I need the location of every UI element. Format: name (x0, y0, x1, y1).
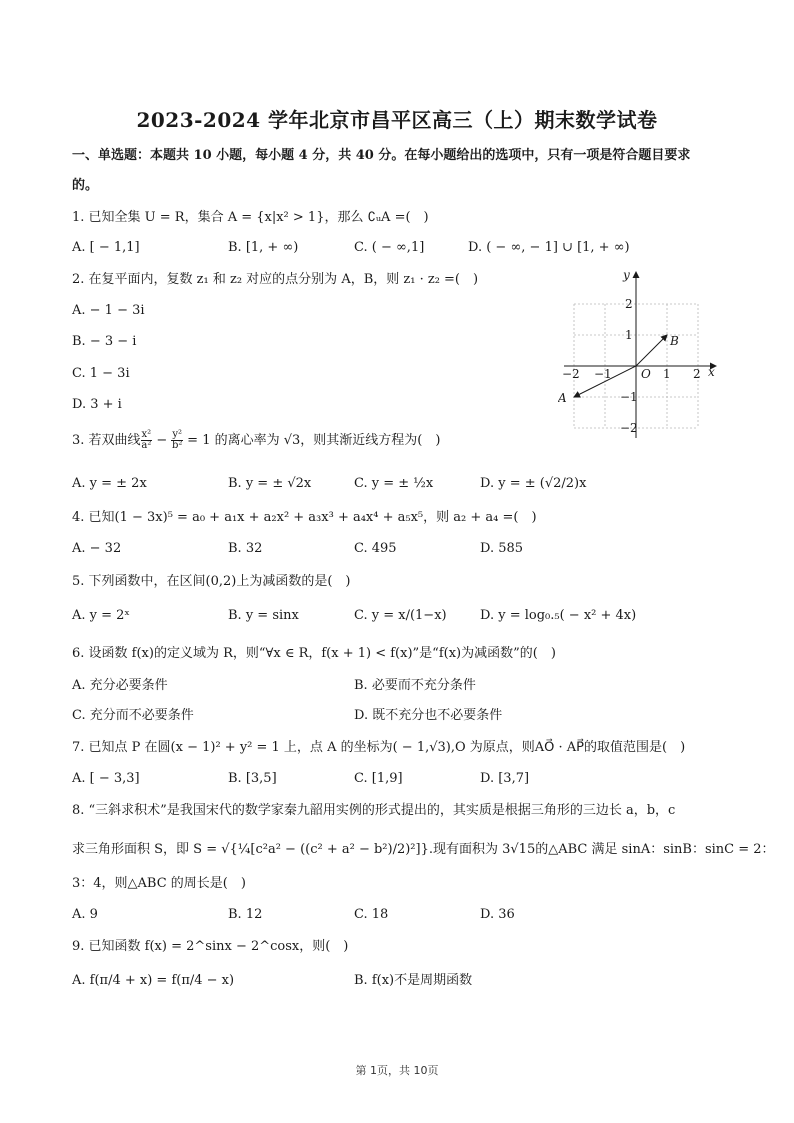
q3-frac2-num: y² (172, 429, 183, 440)
q5-stem: 5. 下列函数中，在区间(0,2)上为减函数的是( ) (72, 574, 351, 589)
q5-option-b: B. y = sinx (228, 608, 299, 623)
q4-option-b: B. 32 (228, 541, 263, 556)
q3-option-c: C. y = ± ½x (354, 476, 434, 491)
q8-option-b: B. 12 (228, 907, 263, 922)
x-tick-2: 2 (693, 367, 701, 381)
q8-option-a: A. 9 (72, 907, 98, 922)
q1-option-a: A. [ − 1,1] (72, 240, 140, 255)
y-tick-1: 1 (625, 328, 633, 342)
q1-option-b: B. [1, + ∞) (228, 240, 299, 255)
q7-stem: 7. 已知点 P 在圆(x − 1)² + y² = 1 上，点 A 的坐标为( − 1,√3),O 为原点，则AO⃗ · AP⃗的取值范围是( ) (72, 740, 686, 755)
q2-option-b: B. − 3 − i (72, 334, 137, 349)
q3-option-a: A. y = ± 2x (72, 476, 147, 491)
q8-option-c: C. 18 (354, 907, 389, 922)
q6-option-c: C. 充分而不必要条件 (72, 708, 194, 723)
q3-stem-post: = 1 的离心率为 √3，则其渐近线方程为( ) (183, 433, 441, 448)
q9-option-a: A. f(π/4 + x) = f(π/4 − x) (72, 973, 235, 988)
x-axis-label: x (708, 365, 715, 379)
y-tick--1: −1 (620, 390, 638, 404)
q2-option-c: C. 1 − 3i (72, 366, 130, 381)
q7-option-a: A. [ − 3,3] (72, 771, 140, 786)
q6-option-a: A. 充分必要条件 (72, 678, 168, 693)
q4-option-d: D. 585 (480, 541, 524, 556)
q6-option-b: B. 必要而不充分条件 (354, 678, 476, 693)
q8-option-d: D. 36 (480, 907, 515, 922)
x-tick--1: −1 (594, 367, 612, 381)
section-heading-line1: 一、单选题：本题共 10 小题，每小题 4 分，共 40 分。在每小题给出的选项中，只有一项是符合题目要求 (72, 148, 691, 163)
page-title: 2023-2024 学年北京市昌平区高三（上）期末数学试卷 (136, 108, 658, 132)
q3-fraction-y (171, 430, 183, 451)
q7-option-d: D. [3,7] (480, 771, 530, 786)
section-heading-line2: 的。 (72, 178, 99, 193)
q1-stem: 1. 已知全集 U = R，集合 A = {x|x² > 1}，那么 ∁ᵤA =( ) (72, 210, 429, 225)
q5-option-d: D. y = log₀.₅( − x² + 4x) (480, 608, 637, 623)
q1-option-d: D. ( − ∞, − 1] ∪ [1, + ∞) (468, 240, 630, 255)
q5-option-a: A. y = 2ˣ (72, 608, 130, 623)
point-a-label: A (558, 391, 567, 405)
q4-option-a: A. − 32 (72, 541, 122, 556)
q3-frac1-den: a² (141, 440, 152, 451)
q9-option-b: B. f(x)不是周期函数 (354, 973, 473, 988)
q2-stem: 2. 在复平面内，复数 z₁ 和 z₂ 对应的点分别为 A，B，则 z₁ · z₂ =( ) (72, 272, 479, 287)
q4-option-c: C. 495 (354, 541, 397, 556)
q6-option-d: D. 既不充分也不必要条件 (354, 708, 503, 723)
x-tick-1: 1 (663, 367, 671, 381)
x-tick--2: −2 (562, 367, 580, 381)
page-footer: 第 1页，共 10页 (355, 1064, 439, 1077)
origin-label: O (641, 367, 651, 381)
q8-line1: 8. “三斜求积术”是我国宋代的数学家秦九韶用实例的形式提出的，其实质是根据三角形的三边长 a，b，c (72, 803, 676, 818)
q8-line2: 求三角形面积 S，即 S = √{¼[c²a² − ((c² + a² − b²)/2)²]}.现有面积为 3√15的△ABC 满足 sinA：sinB：sinC = 2： (72, 842, 775, 857)
vector-to-b (636, 335, 667, 366)
q8-line3: 3：4，则△ABC 的周长是( ) (72, 876, 246, 891)
complex-plane-graph (558, 266, 728, 442)
q3-option-d: D. y = ± (√2/2)x (480, 476, 587, 491)
q3-fraction-x (141, 430, 153, 451)
y-axis-label: y (623, 268, 630, 282)
q3-stem-pre: 3. 若双曲线 (72, 433, 141, 448)
q3-frac2-den: b² (172, 440, 183, 451)
q7-option-c: C. [1,9] (354, 771, 403, 786)
y-tick-2: 2 (625, 297, 633, 311)
q4-stem: 4. 已知(1 − 3x)⁵ = a₀ + a₁x + a₂x² + a₃x³ + a₄x⁴ + a₅x⁵，则 a₂ + a₄ =( ) (72, 510, 537, 525)
q2-option-a: A. − 1 − 3i (72, 303, 145, 318)
q9-stem: 9. 已知函数 f(x) = 2^sinx − 2^cosx，则( ) (72, 939, 349, 954)
q3-stem: 3. 若双曲线 $\frac{\text{x²}}{\text{a²}}$ − $\frac{\text{y²}}{\text{b²}}$ = 1 的离心率为 √3，则其渐近线方程为( ) (72, 429, 441, 451)
q3-option-b: B. y = ± √2x (228, 476, 312, 491)
point-b-label: B (670, 334, 679, 348)
q1-option-c: C. ( − ∞,1] (354, 240, 425, 255)
q7-option-b: B. [3,5] (228, 771, 277, 786)
q2-option-d: D. 3 + i (72, 397, 122, 412)
q5-option-c: C. y = x/(1−x) (354, 608, 447, 623)
q3-frac1-num: x² (141, 429, 152, 440)
y-tick--2: −2 (620, 421, 638, 435)
q6-stem: 6. 设函数 f(x)的定义域为 R，则“∀x ∈ R，f(x + 1) < f(x)”是“f(x)为减函数”的( ) (72, 646, 556, 661)
